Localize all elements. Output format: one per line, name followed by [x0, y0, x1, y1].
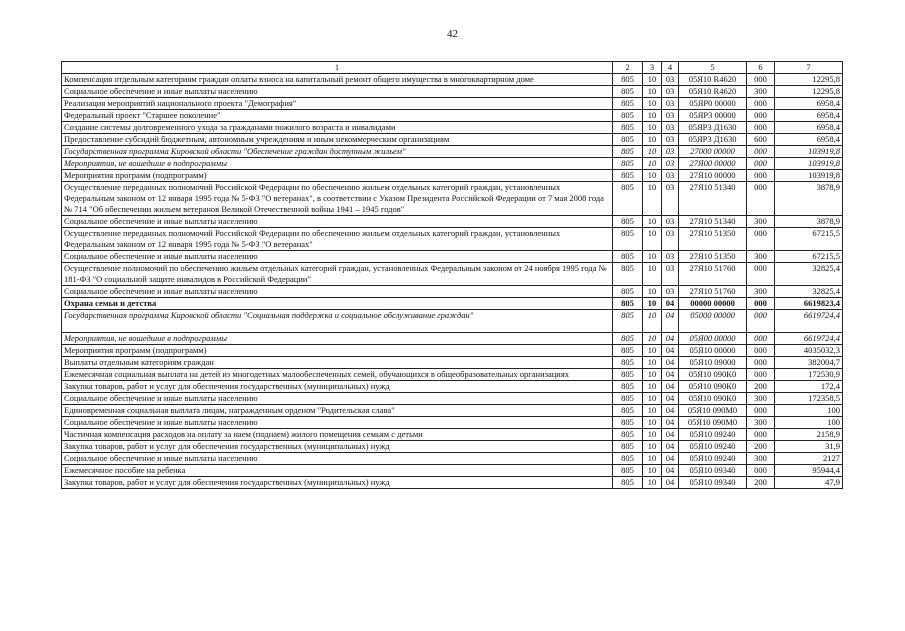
table-row	[62, 286, 843, 298]
row-amount: 95944,4	[775, 465, 843, 477]
row-expense-type: 000	[747, 298, 775, 310]
row-subsection: 03	[662, 158, 679, 170]
header-cell: 3	[643, 62, 662, 74]
table-row	[62, 333, 843, 345]
row-target-article: 05Я10 090К0	[679, 381, 747, 393]
table-row	[62, 417, 843, 429]
row-section: 10	[643, 417, 662, 429]
table-row	[62, 453, 843, 465]
table-row	[62, 465, 843, 477]
row-department: 805	[613, 170, 643, 182]
table-row	[62, 369, 843, 381]
row-section: 10	[643, 357, 662, 369]
row-target-article: 05Я10 R4620	[679, 86, 747, 98]
row-target-article: 05Я10 090М0	[679, 405, 747, 417]
row-amount: 3878,9	[775, 182, 843, 216]
row-amount: 6619724,4	[775, 333, 843, 345]
row-department: 805	[613, 453, 643, 465]
row-name: Единовременная социальная выплата лицам, награжденным орденом "Родительская слава"	[62, 405, 613, 417]
row-name: Предоставление субсидий бюджетным, автономным учреждениям и иным некоммерческим организациям	[62, 134, 613, 146]
row-name: Мероприятия, не вошедшие в подпрограммы	[62, 158, 613, 170]
row-section: 10	[643, 441, 662, 453]
row-subsection: 03	[662, 110, 679, 122]
row-amount: 6958,4	[775, 98, 843, 110]
row-subsection: 03	[662, 228, 679, 251]
row-department: 805	[613, 86, 643, 98]
table-row	[62, 110, 843, 122]
table-row	[62, 158, 843, 170]
table-row	[62, 170, 843, 182]
row-section: 10	[643, 405, 662, 417]
row-section: 10	[643, 333, 662, 345]
row-department: 805	[613, 298, 643, 310]
table-row	[62, 98, 843, 110]
row-department: 805	[613, 146, 643, 158]
row-expense-type: 000	[747, 429, 775, 441]
row-section: 10	[643, 263, 662, 286]
table-header-row	[62, 62, 843, 74]
row-name: Социальное обеспечение и иные выплаты населению	[62, 216, 613, 228]
row-subsection: 04	[662, 429, 679, 441]
row-amount: 100	[775, 417, 843, 429]
row-section: 10	[643, 453, 662, 465]
row-subsection: 03	[662, 182, 679, 216]
row-target-article: 05Я10 09000	[679, 357, 747, 369]
row-department: 805	[613, 286, 643, 298]
row-name: Федеральный проект "Старшее поколение"	[62, 110, 613, 122]
row-expense-type: 000	[747, 333, 775, 345]
row-department: 805	[613, 251, 643, 263]
row-section: 10	[643, 477, 662, 489]
row-target-article: 27000 00000	[679, 146, 747, 158]
row-expense-type: 000	[747, 357, 775, 369]
row-subsection: 03	[662, 286, 679, 298]
table-row	[62, 182, 843, 216]
row-expense-type: 000	[747, 98, 775, 110]
table-row	[62, 441, 843, 453]
row-department: 805	[613, 134, 643, 146]
row-target-article: 05Я10 09240	[679, 429, 747, 441]
row-subsection: 04	[662, 465, 679, 477]
row-department: 805	[613, 417, 643, 429]
row-target-article: 00000 00000	[679, 298, 747, 310]
header-cell: 6	[747, 62, 775, 74]
row-subsection: 04	[662, 417, 679, 429]
page-number: 42	[447, 28, 458, 40]
header-cell: 4	[662, 62, 679, 74]
row-expense-type: 300	[747, 251, 775, 263]
table-row	[62, 263, 843, 286]
row-expense-type: 000	[747, 110, 775, 122]
row-target-article: 27Я10 00000	[679, 170, 747, 182]
row-section: 10	[643, 182, 662, 216]
row-name: Охрана семьи и детства	[62, 298, 613, 310]
table-row	[62, 228, 843, 251]
row-expense-type: 600	[747, 134, 775, 146]
row-target-article: 05Я00 00000	[679, 333, 747, 345]
row-subsection: 03	[662, 134, 679, 146]
table-row	[62, 310, 843, 333]
row-name: Осуществление переданных полномочий Российской Федерации по обеспечению жильем отдельных категорий граждан, установленных Федеральным законом от 12 января 1995 года № 5-ФЗ "О ветеранах"	[62, 228, 613, 251]
row-name: Социальное обеспечение и иные выплаты населению	[62, 251, 613, 263]
row-section: 10	[643, 216, 662, 228]
row-target-article: 05ЯР3 00000	[679, 110, 747, 122]
table-row	[62, 405, 843, 417]
table-row	[62, 146, 843, 158]
row-subsection: 04	[662, 477, 679, 489]
table-row	[62, 86, 843, 98]
row-name: Мероприятия программ (подпрограмм)	[62, 170, 613, 182]
row-section: 10	[643, 146, 662, 158]
table-row	[62, 134, 843, 146]
row-section: 10	[643, 429, 662, 441]
row-subsection: 03	[662, 251, 679, 263]
row-subsection: 04	[662, 453, 679, 465]
row-target-article: 27Я10 51340	[679, 216, 747, 228]
row-target-article: 05ЯР0 00000	[679, 98, 747, 110]
row-amount: 103919,8	[775, 146, 843, 158]
row-subsection: 03	[662, 263, 679, 286]
row-name: Социальное обеспечение и иные выплаты населению	[62, 417, 613, 429]
row-name: Реализация мероприятий национального проекта "Демография"	[62, 98, 613, 110]
row-amount: 3878,9	[775, 216, 843, 228]
table-row	[62, 74, 843, 86]
row-department: 805	[613, 429, 643, 441]
row-department: 805	[613, 110, 643, 122]
row-department: 805	[613, 441, 643, 453]
row-subsection: 04	[662, 441, 679, 453]
row-amount: 172358,5	[775, 393, 843, 405]
row-expense-type: 200	[747, 441, 775, 453]
row-name: Социальное обеспечение и иные выплаты населению	[62, 86, 613, 98]
row-section: 10	[643, 158, 662, 170]
row-target-article: 27Я10 51760	[679, 286, 747, 298]
row-expense-type: 200	[747, 477, 775, 489]
row-expense-type: 300	[747, 393, 775, 405]
row-subsection: 03	[662, 146, 679, 158]
row-amount: 6958,4	[775, 110, 843, 122]
table-row	[62, 251, 843, 263]
row-amount: 103919,8	[775, 158, 843, 170]
row-subsection: 04	[662, 405, 679, 417]
row-subsection: 03	[662, 216, 679, 228]
row-expense-type: 000	[747, 465, 775, 477]
table-row	[62, 122, 843, 134]
row-name: Социальное обеспечение и иные выплаты населению	[62, 286, 613, 298]
row-target-article: 05ЯР3 Д1630	[679, 122, 747, 134]
row-name: Закупка товаров, работ и услуг для обеспечения государственных (муниципальных) нужд	[62, 381, 613, 393]
row-expense-type: 000	[747, 122, 775, 134]
row-target-article: 27Я00 00000	[679, 158, 747, 170]
row-department: 805	[613, 228, 643, 251]
row-amount: 12295,8	[775, 74, 843, 86]
row-subsection: 04	[662, 310, 679, 333]
table-row	[62, 357, 843, 369]
row-target-article: 05000 00000	[679, 310, 747, 333]
row-subsection: 03	[662, 98, 679, 110]
row-target-article: 05Я10 09340	[679, 477, 747, 489]
row-subsection: 04	[662, 393, 679, 405]
row-expense-type: 000	[747, 345, 775, 357]
row-expense-type: 300	[747, 86, 775, 98]
row-amount: 100	[775, 405, 843, 417]
row-amount: 172530,9	[775, 369, 843, 381]
row-department: 805	[613, 381, 643, 393]
row-amount: 6958,4	[775, 122, 843, 134]
row-expense-type: 000	[747, 369, 775, 381]
row-department: 805	[613, 216, 643, 228]
row-department: 805	[613, 393, 643, 405]
row-section: 10	[643, 381, 662, 393]
row-target-article: 27Я10 51340	[679, 182, 747, 216]
table-row	[62, 393, 843, 405]
row-amount: 67215,5	[775, 251, 843, 263]
row-expense-type: 000	[747, 182, 775, 216]
row-amount: 382004,7	[775, 357, 843, 369]
row-department: 805	[613, 477, 643, 489]
row-department: 805	[613, 158, 643, 170]
row-expense-type: 000	[747, 158, 775, 170]
row-department: 805	[613, 465, 643, 477]
row-target-article: 05Я10 R4620	[679, 74, 747, 86]
budget-table	[61, 61, 843, 489]
row-name: Ежемесячное пособие на ребенка	[62, 465, 613, 477]
row-expense-type: 000	[747, 146, 775, 158]
row-section: 10	[643, 98, 662, 110]
row-amount: 47,9	[775, 477, 843, 489]
row-department: 805	[613, 357, 643, 369]
row-department: 805	[613, 310, 643, 333]
row-expense-type: 200	[747, 381, 775, 393]
row-department: 805	[613, 74, 643, 86]
row-target-article: 05Я10 09340	[679, 465, 747, 477]
table-row	[62, 298, 843, 310]
table-row	[62, 381, 843, 393]
row-department: 805	[613, 369, 643, 381]
row-section: 10	[643, 134, 662, 146]
row-name: Создание системы долговременного ухода за гражданами пожилого возраста и инвалидами	[62, 122, 613, 134]
row-amount: 32825,4	[775, 263, 843, 286]
table-row	[62, 477, 843, 489]
row-department: 805	[613, 263, 643, 286]
row-section: 10	[643, 298, 662, 310]
table-row	[62, 345, 843, 357]
row-subsection: 04	[662, 333, 679, 345]
row-target-article: 05Я10 00000	[679, 345, 747, 357]
header-cell: 5	[679, 62, 747, 74]
row-department: 805	[613, 182, 643, 216]
row-name: Осуществление полномочий по обеспечению жильем отдельных категорий граждан, установленных Федеральным законом от 24 ноября 1995 года № 181-ФЗ "О социальной защите инвалидов в Российской Федерации"	[62, 263, 613, 286]
row-subsection: 03	[662, 170, 679, 182]
row-amount: 12295,8	[775, 86, 843, 98]
row-amount: 2127	[775, 453, 843, 465]
row-section: 10	[643, 345, 662, 357]
row-expense-type: 300	[747, 216, 775, 228]
row-name: Государственная программа Кировской области "Обеспечение граждан доступным жильем"	[62, 146, 613, 158]
row-section: 10	[643, 465, 662, 477]
row-amount: 32825,4	[775, 286, 843, 298]
row-target-article: 27Я10 51760	[679, 263, 747, 286]
row-amount: 103919,8	[775, 170, 843, 182]
row-name: Осуществление переданных полномочий Российской Федерации по обеспечению жильем отдельных категорий граждан, установленных Федеральным законом от 12 января 1995 года № 5-ФЗ "О ветеранах", в соответствии с Указом Президента Российской Федерации от 7 мая 2008 года № 714 "Об обеспечении жильем ветеранов Великой Отечественной войны 1941 – 1945 годов"	[62, 182, 613, 216]
row-expense-type: 000	[747, 263, 775, 286]
row-amount: 4035032,3	[775, 345, 843, 357]
row-name: Ежемесячная социальная выплата на детей из многодетных малообеспеченных семей, обучающихся в общеобразовательных организациях	[62, 369, 613, 381]
row-expense-type: 300	[747, 286, 775, 298]
row-subsection: 04	[662, 381, 679, 393]
row-expense-type: 000	[747, 405, 775, 417]
row-amount: 67215,5	[775, 228, 843, 251]
row-expense-type: 000	[747, 74, 775, 86]
row-target-article: 27Я10 51350	[679, 251, 747, 263]
row-section: 10	[643, 228, 662, 251]
row-section: 10	[643, 369, 662, 381]
row-target-article: 05Я10 090К0	[679, 369, 747, 381]
row-section: 10	[643, 122, 662, 134]
table-row	[62, 429, 843, 441]
row-name: Государственная программа Кировской области "Социальная поддержка и социальное обслуживание граждан"	[62, 310, 613, 333]
row-amount: 6958,4	[775, 134, 843, 146]
row-department: 805	[613, 98, 643, 110]
table-row	[62, 216, 843, 228]
row-amount: 6619724,4	[775, 310, 843, 333]
row-department: 805	[613, 122, 643, 134]
row-name: Социальное обеспечение и иные выплаты населению	[62, 453, 613, 465]
row-name: Закупка товаров, работ и услуг для обеспечения государственных (муниципальных) нужд	[62, 441, 613, 453]
row-name: Мероприятия, не вошедшие в подпрограммы	[62, 333, 613, 345]
row-expense-type: 300	[747, 417, 775, 429]
row-section: 10	[643, 393, 662, 405]
row-target-article: 05Я10 090К0	[679, 393, 747, 405]
row-subsection: 03	[662, 74, 679, 86]
row-name: Частичная компенсация расходов на оплату за наем (поднаем) жилого помещения семьям с детьми	[62, 429, 613, 441]
row-target-article: 05Я10 090М0	[679, 417, 747, 429]
header-cell: 2	[613, 62, 643, 74]
row-section: 10	[643, 110, 662, 122]
row-subsection: 04	[662, 345, 679, 357]
header-cell: 7	[775, 62, 843, 74]
row-target-article: 27Я10 51350	[679, 228, 747, 251]
row-subsection: 03	[662, 122, 679, 134]
row-section: 10	[643, 74, 662, 86]
row-name: Закупка товаров, работ и услуг для обеспечения государственных (муниципальных) нужд	[62, 477, 613, 489]
row-department: 805	[613, 345, 643, 357]
row-amount: 6619823,4	[775, 298, 843, 310]
row-subsection: 04	[662, 298, 679, 310]
row-target-article: 05Я10 09240	[679, 453, 747, 465]
row-expense-type: 000	[747, 228, 775, 251]
row-section: 10	[643, 251, 662, 263]
row-subsection: 03	[662, 86, 679, 98]
row-name: Социальное обеспечение и иные выплаты населению	[62, 393, 613, 405]
row-amount: 31,9	[775, 441, 843, 453]
row-expense-type: 000	[747, 170, 775, 182]
row-name: Выплаты отдельным категориям граждан	[62, 357, 613, 369]
row-name: Компенсация отдельным категориям граждан оплаты взноса на капитальный ремонт общего имущества в многоквартирном доме	[62, 74, 613, 86]
row-department: 805	[613, 333, 643, 345]
row-subsection: 04	[662, 357, 679, 369]
row-section: 10	[643, 286, 662, 298]
row-amount: 2158,9	[775, 429, 843, 441]
row-section: 10	[643, 86, 662, 98]
row-department: 805	[613, 405, 643, 417]
header-cell: 1	[62, 62, 613, 74]
row-target-article: 05Я10 09240	[679, 441, 747, 453]
row-subsection: 04	[662, 369, 679, 381]
row-amount: 172,4	[775, 381, 843, 393]
row-expense-type: 000	[747, 310, 775, 333]
row-section: 10	[643, 170, 662, 182]
row-target-article: 05ЯР3 Д1630	[679, 134, 747, 146]
row-expense-type: 300	[747, 453, 775, 465]
row-section: 10	[643, 310, 662, 333]
row-name: Мероприятия программ (подпрограмм)	[62, 345, 613, 357]
